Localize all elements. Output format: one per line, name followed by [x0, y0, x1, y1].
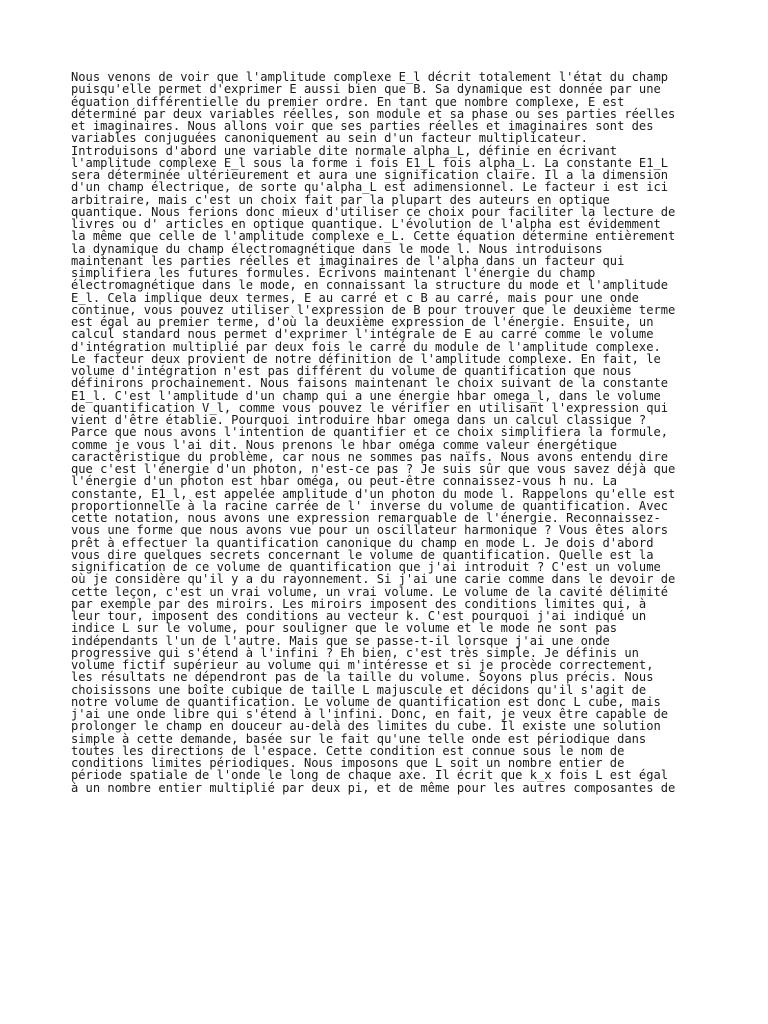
body-paragraph: Nous venons de voir que l'amplitude complexe E_l décrit totalement l'état du champ puisqu'elle permet d'exprimer E aussi bien que B. Sa dynamique est donnée par une équation différentielle du premier ordre. En tant que nombre complexe, E est déterminé par deux variables réelles, son module et sa phase ou ses parties réelles et imaginaires. Nous allons voir que ses parties réelles et imaginaires sont des variables conjuguées canoniquement au sein d'un facteur multiplicateur. Introduisons d'abord une variable dite normale alpha_L, définie en écrivant l'amplitude complexe E_l sous la forme i fois E1_L fois alpha_L. La constante E1_L sera déterminée ultérieurement et aura une signification claire. Il a la dimension d'un champ électrique, de sorte qu'alpha_L est adimensionnel. Le facteur i est ici arbitraire, mais c'est un choix fait par la plupart des auteurs en optique quantique. Nous ferions donc mieux d'utiliser ce choix pour faciliter la lecture de livres ou d' articles en optique quantique. L'évolution de l'alpha est évidemment la même que celle de l'amplitude complexe e_L. Cette équation détermine entièrement la dynamique du champ électromagnétique dans le mode l. Nous introduisons maintenant les parties réelles et imaginaires de l'alpha dans un facteur qui simplifiera les futures formules. Écrivons maintenant l'énergie du champ électromagnétique dans le mode, en connaissant la structure du mode et l'amplitude E_l. Cela implique deux termes, E au carré et c B au carré, mais pour une onde continue, vous pouvez utiliser l'expression de B pour trouver que le deuxième terme est égal au premier terme, d'où la deuxième expression de l'énergie. Ensuite, un calcul standard nous permet d'exprimer l'intégrale de E au carré comme le volume d'intégration multiplié par deux fois le carré du module de l'amplitude complexe. Le facteur deux provient de notre définition de l'amplitude complexe. En fait, le volume d'intégration n'est pas différent du volume de quantification que nous définirons prochainement. Nous faisons maintenant le choix suivant de la constante E1_l. C'est l'amplitude d'un champ qui a une énergie hbar omega_l, dans le volume de quantification V_l, comme vous pouvez le vérifier en utilisant l'expression qui vient d'être établie. Pourquoi introduire hbar omega dans un calcul classique ? Parce que nous avons l'intention de quantifier et ce choix simplifiera la formule, comme je vous l'ai dit. Nous prenons le hbar oméga comme valeur énergétique caractéristique du problème, car nous ne sommes pas naïfs. Nous avons entendu dire que c'est l'énergie d'un photon, n'est-ce pas ? Je suis sûr que vous savez déjà que l'énergie d'un photon est hbar oméga, ou peut-être connaissez-vous h nu. La constante, E1_l, est appelée amplitude d'un photon du mode l. Rappelons qu'elle est proportionnelle à la racine carrée de l' inverse du volume de quantification. Avec cette notation, nous avons une expression remarquable de l'énergie. Reconnaissez- vous une forme que nous avons vue pour un oscillateur harmonique ? Vous êtes alors prêt à effectuer la quantification canonique du champ en mode L. Je dois d'abord vous dire quelques secrets concernant le volume de quantification. Quelle est la signification de ce volume de quantification que j'ai introduit ? C'est un volume où je considère qu'il y a du rayonnement. Si j'ai une carie comme dans le devoir de cette leçon, c'est un vrai volume, un vrai volume. Le volume de la cavité délimité par exemple par des miroirs. Les miroirs imposent des conditions limites qui, à leur tour, imposent des conditions au vecteur k. C'est pourquoi j'ai indiqué un indice L sur le volume, pour souligner que le volume et le mode ne sont pas indépendants l'un de l'autre. Mais que se passe-t-il lorsque j'ai une onde progressive qui s'étend à l'infini ? Eh bien, c'est très simple. Je définis un volume fictif supérieur au volume qui m'intéresse et si je procède correctement, les résultats ne dépendront pas de la taille du volume. Soyons plus précis. Nous choisissons une boîte cubique de taille L majuscule et décidons qu'il s'agit de notre volume de quantification. Le volume de quantification est donc L cube, mais j'ai une onde libre qui s'étend à l'infini. Donc, en fait, je veux être capable de prolonger le champ en douceur au-delà des limites du cube. Il existe une solution simple à cette demande, basée sur le fait qu'une telle onde est périodique dans toutes les directions de l'espace. Cette condition est connue sous le nom de conditions limites périodiques. Nous imposons que L soit un nombre entier de période spatiale de l'onde le long de chaque axe. Il écrit que k_x fois L est égal à un nombre entier multiplié par deux pi, et de même pour les autres composantes de — [71, 70, 676, 795]
document-page — [71, 71, 701, 794]
